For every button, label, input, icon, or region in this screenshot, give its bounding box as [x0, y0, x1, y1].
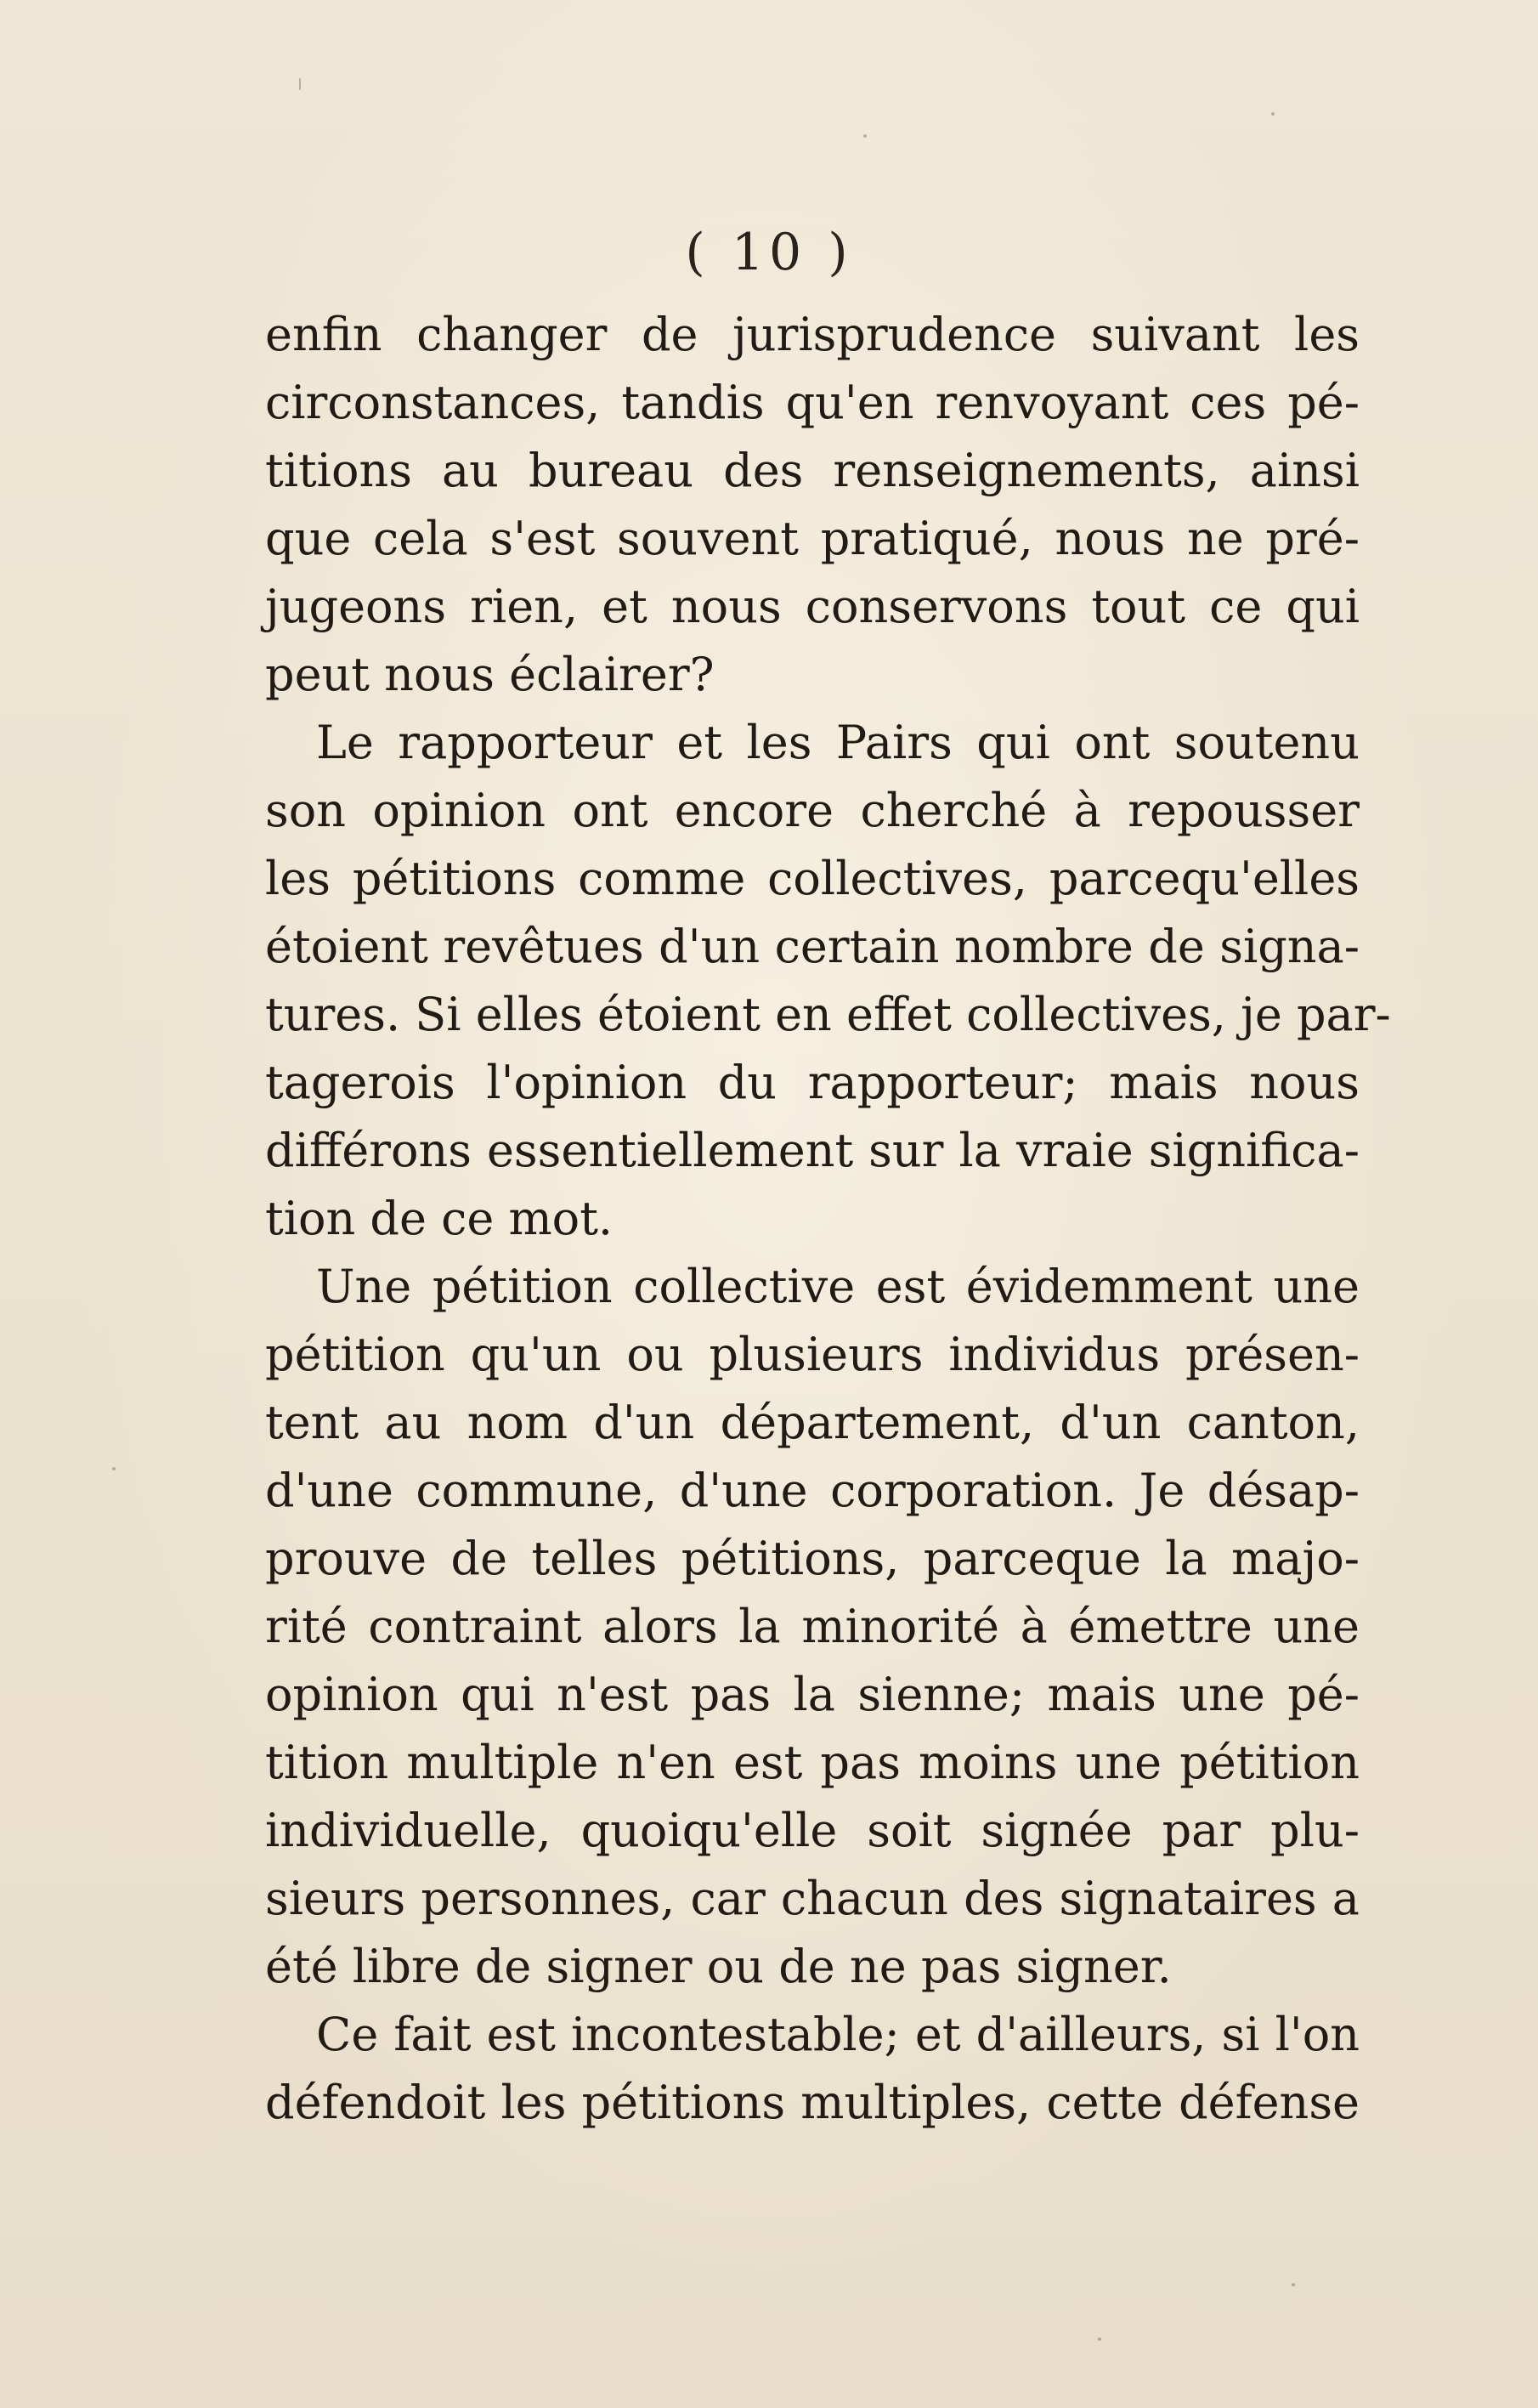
- text-line: prouve de telles pétitions, parceque la majo-: [265, 1532, 1360, 1585]
- text-line: les pétitions comme collectives, parcequ'elles: [265, 852, 1360, 905]
- text-line: jugeons rien, et nous conservons tout ce qui: [265, 580, 1360, 633]
- text-line: été libre de signer ou de ne pas signer.: [265, 1940, 1172, 1993]
- text-line: étoient revêtues d'un certain nombre de signa-: [265, 920, 1360, 973]
- text-line: Le rapporteur et les Pairs qui ont soutenu: [316, 716, 1360, 769]
- text-line: différons essentiellement sur la vraie significa-: [265, 1124, 1360, 1177]
- text-line: tition multiple n'en est pas moins une pétition: [265, 1736, 1360, 1789]
- text-line: tent au nom d'un département, d'un canton,: [265, 1396, 1360, 1449]
- text-line: rité contraint alors la minorité à émettre une: [265, 1600, 1360, 1653]
- text-line: tures. Si elles étoient en effet collectives, je par-: [265, 988, 1391, 1041]
- text-line: tagerois l'opinion du rapporteur; mais nous: [265, 1056, 1360, 1109]
- text-line: circonstances, tandis qu'en renvoyant ces pé-: [265, 376, 1360, 429]
- text-line: enfin changer de jurisprudence suivant les: [265, 308, 1360, 361]
- text-line: titions au bureau des renseignements, ainsi: [265, 444, 1360, 497]
- text-line: opinion qui n'est pas la sienne; mais une pé-: [265, 1668, 1360, 1721]
- text-line: Ce fait est incontestable; et d'ailleurs, si l'on: [316, 2008, 1360, 2061]
- text-line: individuelle, quoiqu'elle soit signée par plu-: [265, 1804, 1360, 1857]
- text-line: que cela s'est souvent pratiqué, nous ne pré-: [265, 512, 1360, 565]
- text-line: Une pétition collective est évidemment une: [316, 1260, 1360, 1313]
- text-line: peut nous éclairer?: [265, 648, 715, 701]
- text-line: défendoit les pétitions multiples, cette défense: [265, 2076, 1360, 2129]
- body-text: [265, 301, 1391, 2137]
- text-line: sieurs personnes, car chacun des signataires a: [265, 1872, 1360, 1925]
- text-line: pétition qu'un ou plusieurs individus présen-: [265, 1328, 1360, 1381]
- page-number: ( 10 ): [685, 223, 853, 282]
- text-line: son opinion ont encore cherché à repousser: [265, 784, 1360, 837]
- text-line: tion de ce mot.: [265, 1192, 614, 1245]
- text-line: d'une commune, d'une corporation. Je désap-: [265, 1464, 1360, 1517]
